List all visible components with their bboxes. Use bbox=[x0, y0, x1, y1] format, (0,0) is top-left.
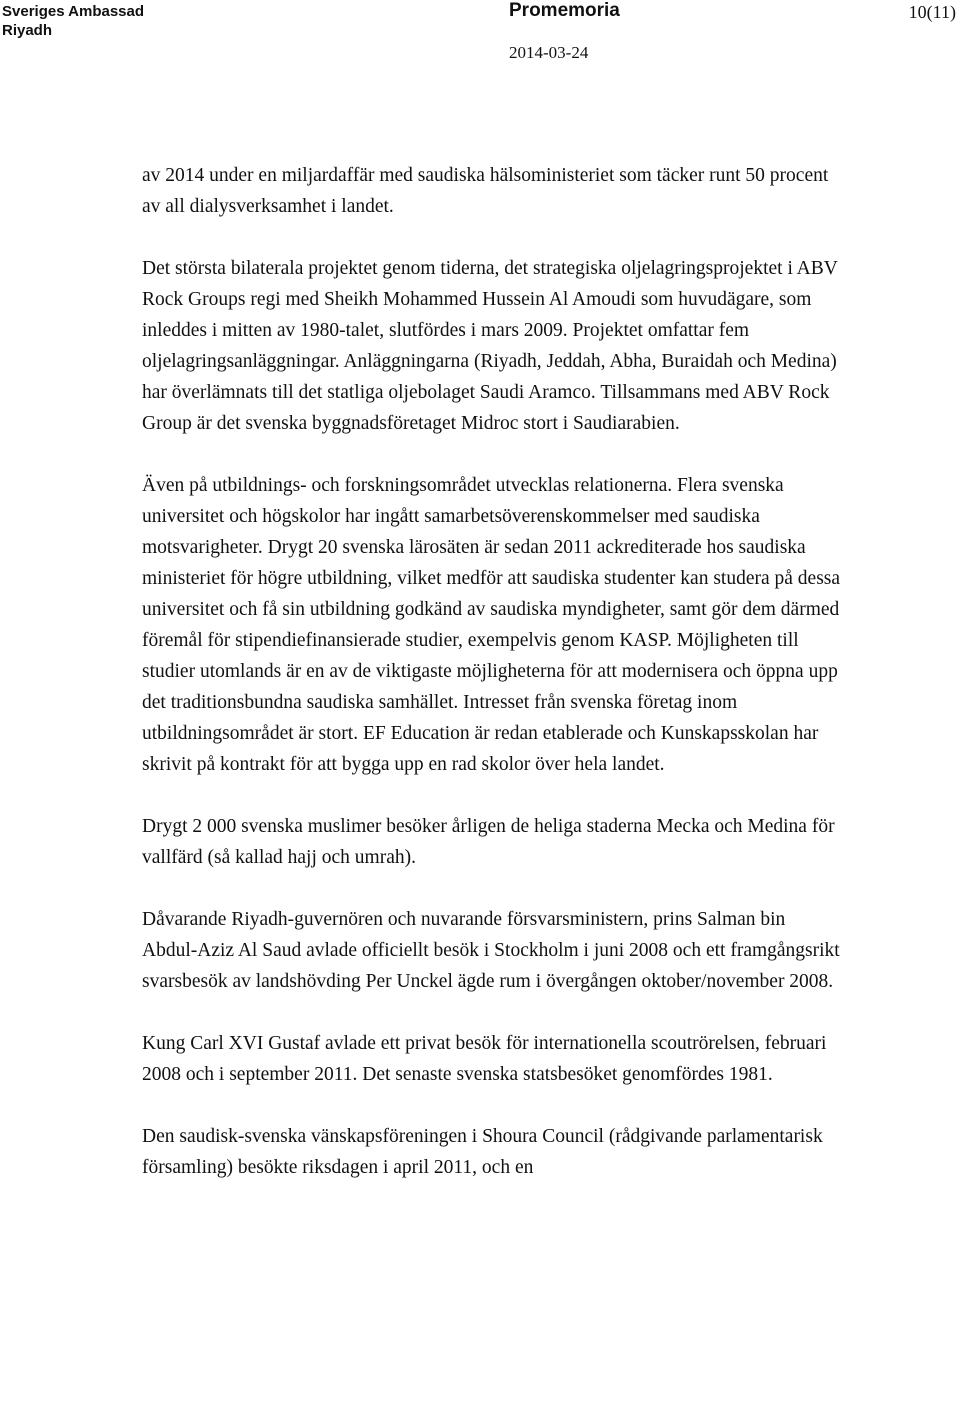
paragraph: Den saudisk-svenska vänskapsföreningen i Shoura Council (rådgivande parlamentarisk församling) besökte riksdagen i april 2011, och en bbox=[142, 1126, 823, 1178]
paragraph: Kung Carl XVI Gustaf avlade ett privat besök för internationella scoutrörelsen, februari 2008 och i september 2011. Det senaste svenska statsbesöket genomfördes 1981. bbox=[142, 1033, 827, 1085]
paragraph: Även på utbildnings- och forskningsområdet utvecklas relationerna. Flera svenska universitet och högskolor har ingått samarbetsöverenskommelser med saudiska motsvarigheter. Drygt 20 svenska lärosäten är sedan 2011 ackrediterade hos saudiska ministeriet för högre utbildning, vilket medför att saudiska studenter kan studera på dessa universitet och få sin utbildning godkänd av saudiska myndigheter, samt gör dem därmed föremål för stipendiefinansierade studier, exempelvis genom KASP. Möjligheten till studier utomlands är en av de viktigaste möjligheterna för att modernisera och öppna upp det traditionsbundna saudiska samhället. Intresset från svenska företag inom utbildningsområdet är stort. EF Education är redan etablerade och Kunskapsskolan har skrivit på kontrakt för att bygga upp en rad skolor över hela landet. bbox=[142, 475, 841, 775]
document-body bbox=[142, 160, 842, 1214]
organization-city: Riyadh bbox=[2, 22, 53, 39]
paragraph: Drygt 2 000 svenska muslimer besöker årligen de heliga staderna Mecka och Medina för vallfärd (så kallad hajj och umrah). bbox=[142, 816, 835, 868]
paragraph: av 2014 under en miljardaffär med saudiska hälsoministeriet som täcker runt 50 procent av all dialysverksamhet i landet. bbox=[142, 165, 829, 217]
page-number: 10(11) bbox=[908, 2, 956, 22]
document-type: Promemoria bbox=[509, 0, 620, 21]
document-date: 2014-03-24 bbox=[509, 43, 589, 62]
paragraph: Dåvarande Riyadh-guvernören och nuvarande försvarsministern, prins Salman bin Abdul-Aziz Al Saud avlade officiellt besök i Stockholm i juni 2008 och ett framgångsrikt svarsbesök av landshövding Per Unckel ägde rum i övergången oktober/november 2008. bbox=[142, 909, 840, 992]
page-header bbox=[0, 0, 960, 80]
paragraph: Det största bilaterala projektet genom tiderna, det strategiska oljelagringsprojektet i ABV Rock Groups regi med Sheikh Mohammed Hussein Al Amoudi som huvudägare, som inleddes i mitten av 1980-talet, slutfördes i mars 2009. Projektet omfattar fem oljelagringsanläggningar. Anläggningarna (Riyadh, Jeddah, Abha, Buraidah och Medina) har överlämnats till det statliga oljebolaget Saudi Aramco. Tillsammans med ABV Rock Group är det svenska byggnadsföretaget Midroc stort i Saudiarabien. bbox=[142, 258, 838, 434]
organization-name: Sveriges Ambassad bbox=[2, 3, 145, 20]
